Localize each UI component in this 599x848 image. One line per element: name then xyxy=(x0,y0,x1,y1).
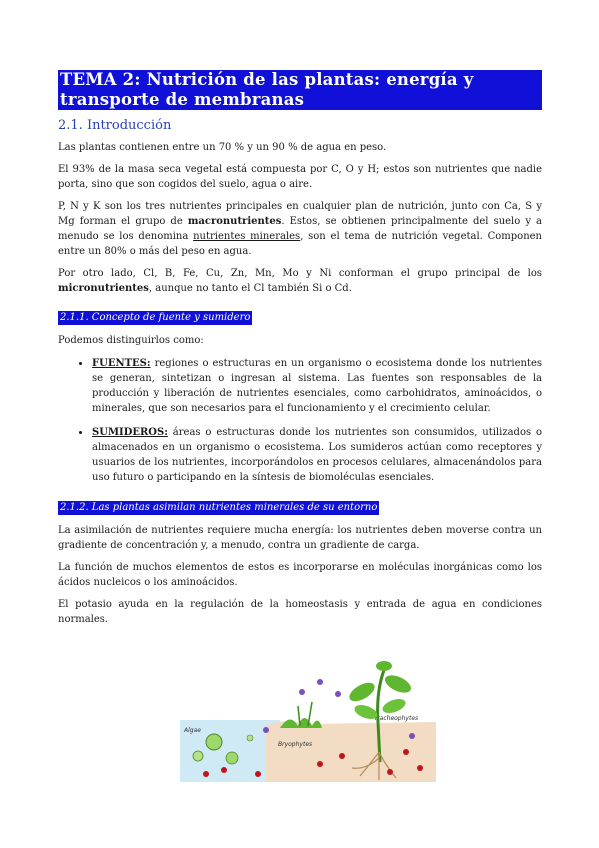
term-fuentes: FUENTES: xyxy=(92,358,151,369)
nutrient-dot-purple xyxy=(335,691,341,697)
illustration-svg xyxy=(180,652,436,782)
section-heading-2-1-1: 2.1.1. Concepto de fuente y sumidero xyxy=(60,312,251,323)
label-algae: Algae xyxy=(184,727,201,734)
term-sumideros: SUMIDEROS: xyxy=(92,427,168,438)
list-item-text: áreas o estructuras donde los nutrientes son consumidos, utilizados o almacenados en un organismo o ecosistema. Los sumideros actúan como receptores y usuarios de los nutrientes, incorporándolos en procesos celulares, almacenándolos para uso futuro o participando en la síntesis de biomoléculas esenciales. xyxy=(92,427,542,483)
plant-leaf xyxy=(382,672,413,697)
paragraph-assimilation: La asimilación de nutrientes requiere mucha energía: los nutrientes deben moverse contra un gradiente de concentración y, a menudo, contra un gradiente de carga. xyxy=(58,525,542,551)
nutrient-dot xyxy=(203,771,209,777)
term-micronutrientes: micronutrientes xyxy=(58,283,149,294)
list-item-text: regiones o estructuras en un organismo o ecosistema donde los nutrientes se generan, sintetizan o ingresan al sistema. Las fuentes son responsables de la producción y liberación de nutrientes esenciales, como carbohidratos, aminoácidos, o minerales, que son necesarios para el funcionamiento y el crecimiento celular. xyxy=(92,358,542,414)
nutrient-dot xyxy=(339,753,345,759)
section-heading-2-1-2: 2.1.2. Las plantas asimilan nutrientes minerales de su entorno xyxy=(60,502,378,513)
nutrient-dot xyxy=(317,761,323,767)
nutrient-dot xyxy=(403,749,409,755)
text-run: , aunque no tanto el Cl también Si o Cd. xyxy=(148,283,352,294)
term-nutrientes-minerales: nutrientes minerales xyxy=(193,231,301,242)
list-item-fuentes xyxy=(92,355,542,416)
nutrient-dot xyxy=(255,771,261,777)
paragraph-element-function: La función de muchos elementos de estos es incorporarse en moléculas inorgánicas como los ácidos nucleicos o los aminoácidos. xyxy=(58,562,542,588)
nutrient-dot-purple xyxy=(409,733,415,739)
algae-cell xyxy=(247,735,253,741)
algae-cell xyxy=(206,734,222,750)
label-bryophytes: Bryophytes xyxy=(278,741,313,748)
nutrient-dot xyxy=(387,769,393,775)
plant-nutrition-illustration xyxy=(180,652,436,782)
moss-plant xyxy=(280,718,322,728)
page-title: TEMA 2: Nutrición de las plantas: energía y transporte de membranas xyxy=(58,70,542,110)
paragraph-micronutrients xyxy=(58,266,542,296)
plant-leaf xyxy=(346,679,377,705)
nutrient-dot-purple xyxy=(299,689,305,695)
nutrient-dot xyxy=(221,767,227,773)
paragraph-dry-mass: El 93% de la masa seca vegetal está compuesta por C, O y H; estos son nutrientes que nadie porta, sino que son cogidos del suelo, agua o aire. xyxy=(58,164,542,190)
plant-leaf xyxy=(376,661,392,671)
paragraph-water-content: Las plantas contienen entre un 70 % y un 90 % de agua en peso. xyxy=(58,142,387,153)
nutrient-dot xyxy=(417,765,423,771)
paragraph-macronutrients xyxy=(58,199,542,259)
text-run: Por otro lado, Cl, B, Fe, Cu, Zn, Mn, Mo y Ni conforman el grupo principal de los xyxy=(58,268,542,279)
term-macronutrientes: macronutrientes xyxy=(187,216,282,227)
label-tracheophytes: Tracheophytes xyxy=(374,715,419,722)
nutrient-dot-purple xyxy=(263,727,269,733)
algae-cell xyxy=(193,751,203,761)
text-run: . Estos, se obtienen principalmente del suelo y a menudo se los denomina xyxy=(58,216,543,242)
sources-sinks-list xyxy=(58,355,542,485)
plant-leaf xyxy=(381,696,408,715)
paragraph-distinguish: Podemos distinguirlos como: xyxy=(58,335,204,346)
paragraph-potassium: El potasio ayuda en la regulación de la homeostasis y entrada de agua en condiciones normales. xyxy=(58,599,542,625)
text-run: , son el tema de nutrición vegetal. Componen entre un 80% o más del peso en agua. xyxy=(58,231,542,257)
list-item-sumideros xyxy=(92,424,542,485)
page-content xyxy=(58,70,542,634)
section-heading-2-1: 2.1. Introducción xyxy=(58,118,172,133)
text-run: P, N y K son los tres nutrientes principales en cualquier plan de nutrición, junto con Ca, S y Mg forman el grupo de xyxy=(58,201,542,227)
algae-cell xyxy=(226,752,238,764)
nutrient-dot-purple xyxy=(317,679,323,685)
soil-area xyxy=(266,721,436,782)
